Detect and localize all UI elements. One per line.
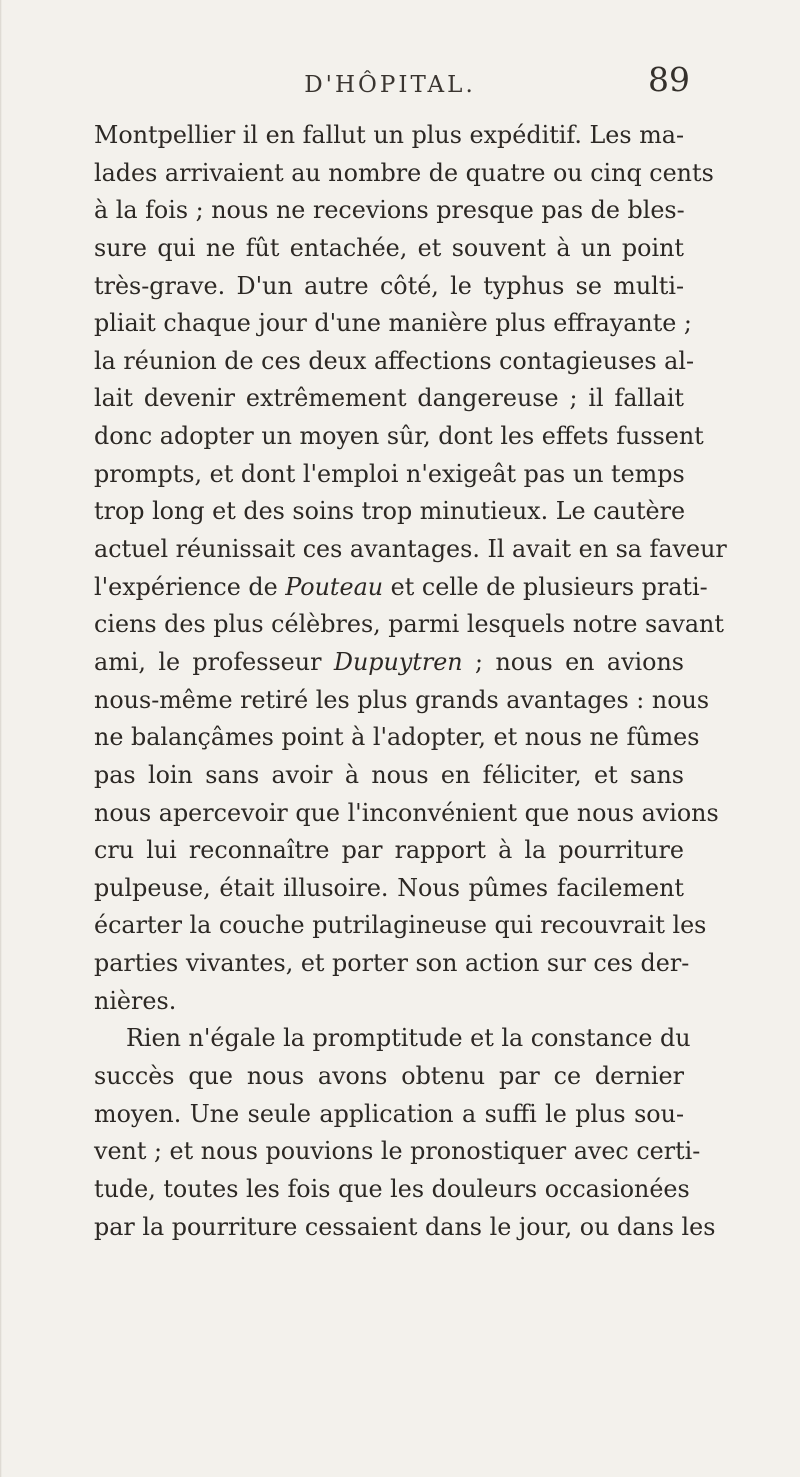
body-text [94, 117, 727, 1246]
text-line-18: pas loin sans avoir à nous en féliciter, et sans [94, 760, 684, 789]
text-line-23: parties vivantes, et porter son action sur ces der- [94, 949, 690, 978]
text-line-13 [94, 569, 708, 607]
page-header [90, 60, 690, 104]
text-line-15-start: ami, le professeur [94, 647, 334, 676]
text-line-22: écarter la couche putrilagineuse qui recouvrait les [94, 911, 707, 940]
italic-name-pouteau: Pouteau [285, 572, 384, 601]
text-line-28: vent ; et nous pouvions le pronostiquer avec certi- [94, 1137, 701, 1166]
text-line-11: trop long et des soins trop minutieux. Le cautère [94, 497, 686, 526]
text-line-13-end: et celle de plusieurs prati- [383, 572, 708, 601]
italic-name-dupuytren: Dupuytren [333, 647, 463, 676]
page-edge-shadow [0, 0, 2, 1477]
text-line-15-end: ; nous en avions [462, 647, 684, 676]
text-line-13-start: l'expérience de [94, 572, 286, 601]
text-line-6: pliait chaque jour d'une manière plus effrayante ; [94, 309, 692, 338]
text-line-15 [94, 644, 684, 682]
running-head: D'HÔPITAL. [304, 72, 476, 98]
text-line-25: Rien n'égale la promptitude et la constance du [126, 1024, 691, 1053]
text-line-26: succès que nous avons obtenu par ce dernier [94, 1062, 684, 1091]
text-line-7: la réunion de ces deux affections contagieuses al- [94, 346, 694, 375]
text-line-12: actuel réunissait ces avantages. Il avait en sa faveur [94, 535, 727, 564]
text-line-16: nous-même retiré les plus grands avantages : nous [94, 685, 710, 714]
text-line-20: cru lui reconnaître par rapport à la pourriture [94, 836, 684, 865]
text-line-17: ne balançâmes point à l'adopter, et nous ne fûmes [94, 723, 700, 752]
text-line-8: lait devenir extrêmement dangereuse ; il fallait [94, 384, 684, 413]
text-line-10: prompts, et dont l'emploi n'exigeât pas un temps [94, 459, 685, 488]
text-line-2: lades arrivaient au nombre de quatre ou cinq cents [94, 158, 714, 187]
text-line-14: ciens des plus célèbres, parmi lesquels notre savant [94, 610, 724, 639]
text-line-29: tude, toutes les fois que les douleurs occasionées [94, 1174, 690, 1203]
text-line-9: donc adopter un moyen sûr, dont les effets fussent [94, 422, 704, 451]
text-line-30: par la pourriture cessaient dans le jour, ou dans les [94, 1212, 716, 1241]
text-line-27: moyen. Une seule application a suffi le plus sou- [94, 1099, 684, 1128]
text-line-21: pulpeuse, était illusoire. Nous pûmes facilement [94, 873, 684, 902]
text-line-3: à la fois ; nous ne recevions presque pas de bles- [94, 196, 685, 225]
page-number: 89 [648, 60, 690, 99]
text-line-4: sure qui ne fût entachée, et souvent à un point [94, 233, 684, 262]
text-line-1: Montpellier il en fallut un plus expéditif. Les ma- [94, 121, 684, 149]
text-line-24: nières. [94, 986, 177, 1015]
text-line-5: très-grave. D'un autre côté, le typhus se multi- [94, 271, 684, 300]
text-line-19: nous apercevoir que l'inconvénient que nous avions [94, 798, 719, 827]
